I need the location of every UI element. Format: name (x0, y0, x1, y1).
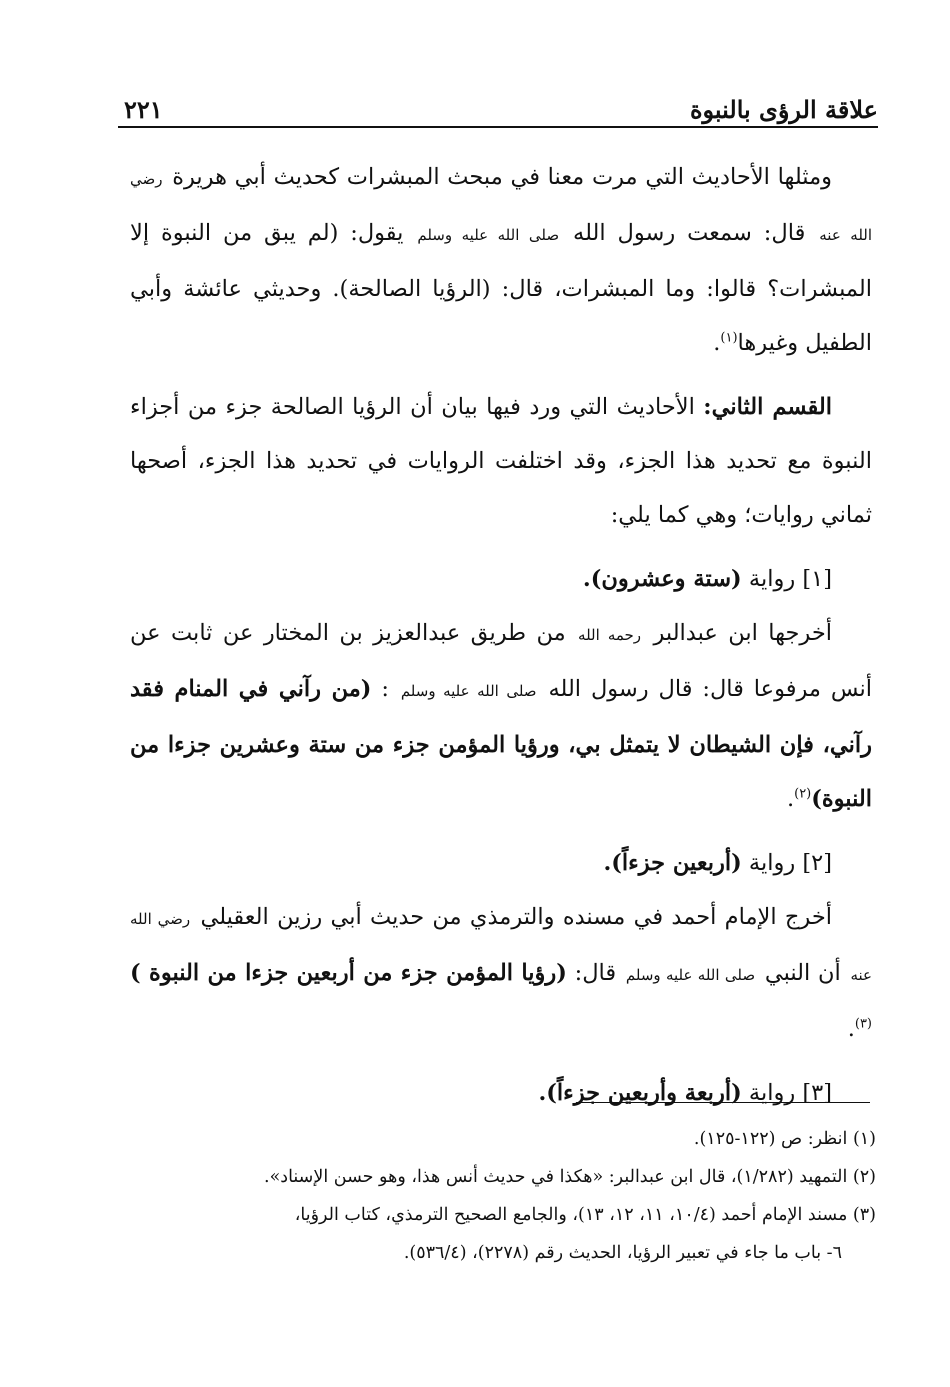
narration-title: (أربعة وأربعين جزءاً). (538, 1080, 742, 1106)
footnote-2: (٢) التمهيد (١/٢٨٢)، قال ابن عبدالبر: «هكذا في حديث أنس هذا، وهو حسن الإسناد». (264, 1167, 876, 1187)
paragraph-text: أخرجها ابن عبدالبر (653, 620, 832, 646)
paragraph-text: من طريق عبدالعزيز بن المختار عن ثابت عن أنس مرفوعا قال: قال رسول الله (130, 620, 873, 702)
footnote-3-continued: ٦- باب ما جاء في تعبير الرؤيا، الحديث رقم (٢٢٧٨)، (٥٣٦/٤). (403, 1243, 842, 1263)
paragraph-text: يقول: (لم يبق من النبوة إلا المبشرات؟ قالوا: وما المبشرات، قال: (الرؤيا الصالحة). وحديثي عائشة وأبي الطفيل وغيرها (130, 220, 872, 356)
paragraph-text: أخرج الإمام أحمد في مسنده والترمذي من حديث أبي رزين العقيلي (200, 904, 832, 930)
paragraph-mubashirat (130, 150, 872, 370)
footnote-3: (٣) مسند الإمام أحمد (١٠/٤، ١١، ١٢، ١٣)، والجامع الصحيح الترمذي، كتاب الرؤيا، (294, 1205, 876, 1225)
punctuation: . (713, 330, 721, 356)
punctuation: . (847, 1016, 855, 1042)
honorific-glyph: صلى الله عليه وسلم (625, 966, 756, 984)
main-text (130, 150, 872, 1120)
footnote-ref: (٢) (794, 786, 812, 802)
paragraph-text: أن النبي (764, 960, 841, 986)
running-header (118, 84, 878, 124)
honorific-glyph: رضي الله عنه (130, 170, 873, 244)
page-number: ٢٢١ (124, 95, 163, 124)
narration-heading-3 (130, 1066, 872, 1120)
paragraph-text: ومثلها الأحاديث التي مرت معنا في مبحث المبشرات كحديث أبي هريرة (172, 164, 832, 190)
paragraph-text: الأحاديث التي ورد فيها بيان أن الرؤيا الصالحة جزء من أجزاء النبوة مع تحديد هذا الجزء، وقد اختلفت الروايات في تحديد هذا الجزء، أصحها ثماني روايات؛ وهي كما يلي: (130, 394, 872, 528)
narration-title: (ستة وعشرون). (582, 566, 742, 592)
paragraph-abu-razin (130, 890, 872, 1056)
hadith-quote: (من رآني في المنام فقد رآني، فإن الشيطان لا يتمثل بي، ورؤيا المؤمن جزء من ستة وعشرين جزءا من النبوة) (130, 676, 872, 812)
punctuation: : (381, 676, 389, 702)
narration-title: (أربعين جزءاً). (603, 850, 742, 876)
punctuation: . (786, 786, 795, 812)
narration-number: [٣] رواية (748, 1080, 832, 1106)
honorific-glyph: صلى الله عليه وسلم (400, 682, 537, 700)
honorific-glyph: رحمه الله (578, 626, 642, 644)
footnote-ref: (٣) (854, 1016, 872, 1032)
narration-heading-1 (130, 552, 872, 606)
footnote-ref: (١) (720, 330, 738, 346)
honorific-glyph: صلى الله عليه وسلم (417, 226, 560, 244)
running-title: علاقة الرؤى بالنبوة (689, 95, 878, 124)
hadith-quote: (رؤيا المؤمن جزء من أربعين جزءا من النبوة ) (130, 960, 567, 986)
narration-heading-2 (130, 836, 872, 890)
paragraph-second-section (130, 380, 872, 542)
footnotes (130, 1120, 876, 1272)
honorific-glyph: رضي الله عنه (130, 910, 872, 984)
narration-number: [٢] رواية (748, 850, 832, 876)
footnote-divider (576, 1102, 870, 1103)
footnote-1: (١) انظر: ص (١٢٢-١٢٥). (693, 1129, 876, 1149)
header-divider (118, 126, 878, 128)
paragraph-ibn-abdulbarr (130, 606, 872, 826)
section-lead: القسم الثاني: (703, 394, 833, 420)
paragraph-text: قال: (574, 960, 617, 986)
narration-number: [١] رواية (748, 566, 832, 592)
paragraph-text: قال: سمعت رسول الله (573, 220, 806, 246)
